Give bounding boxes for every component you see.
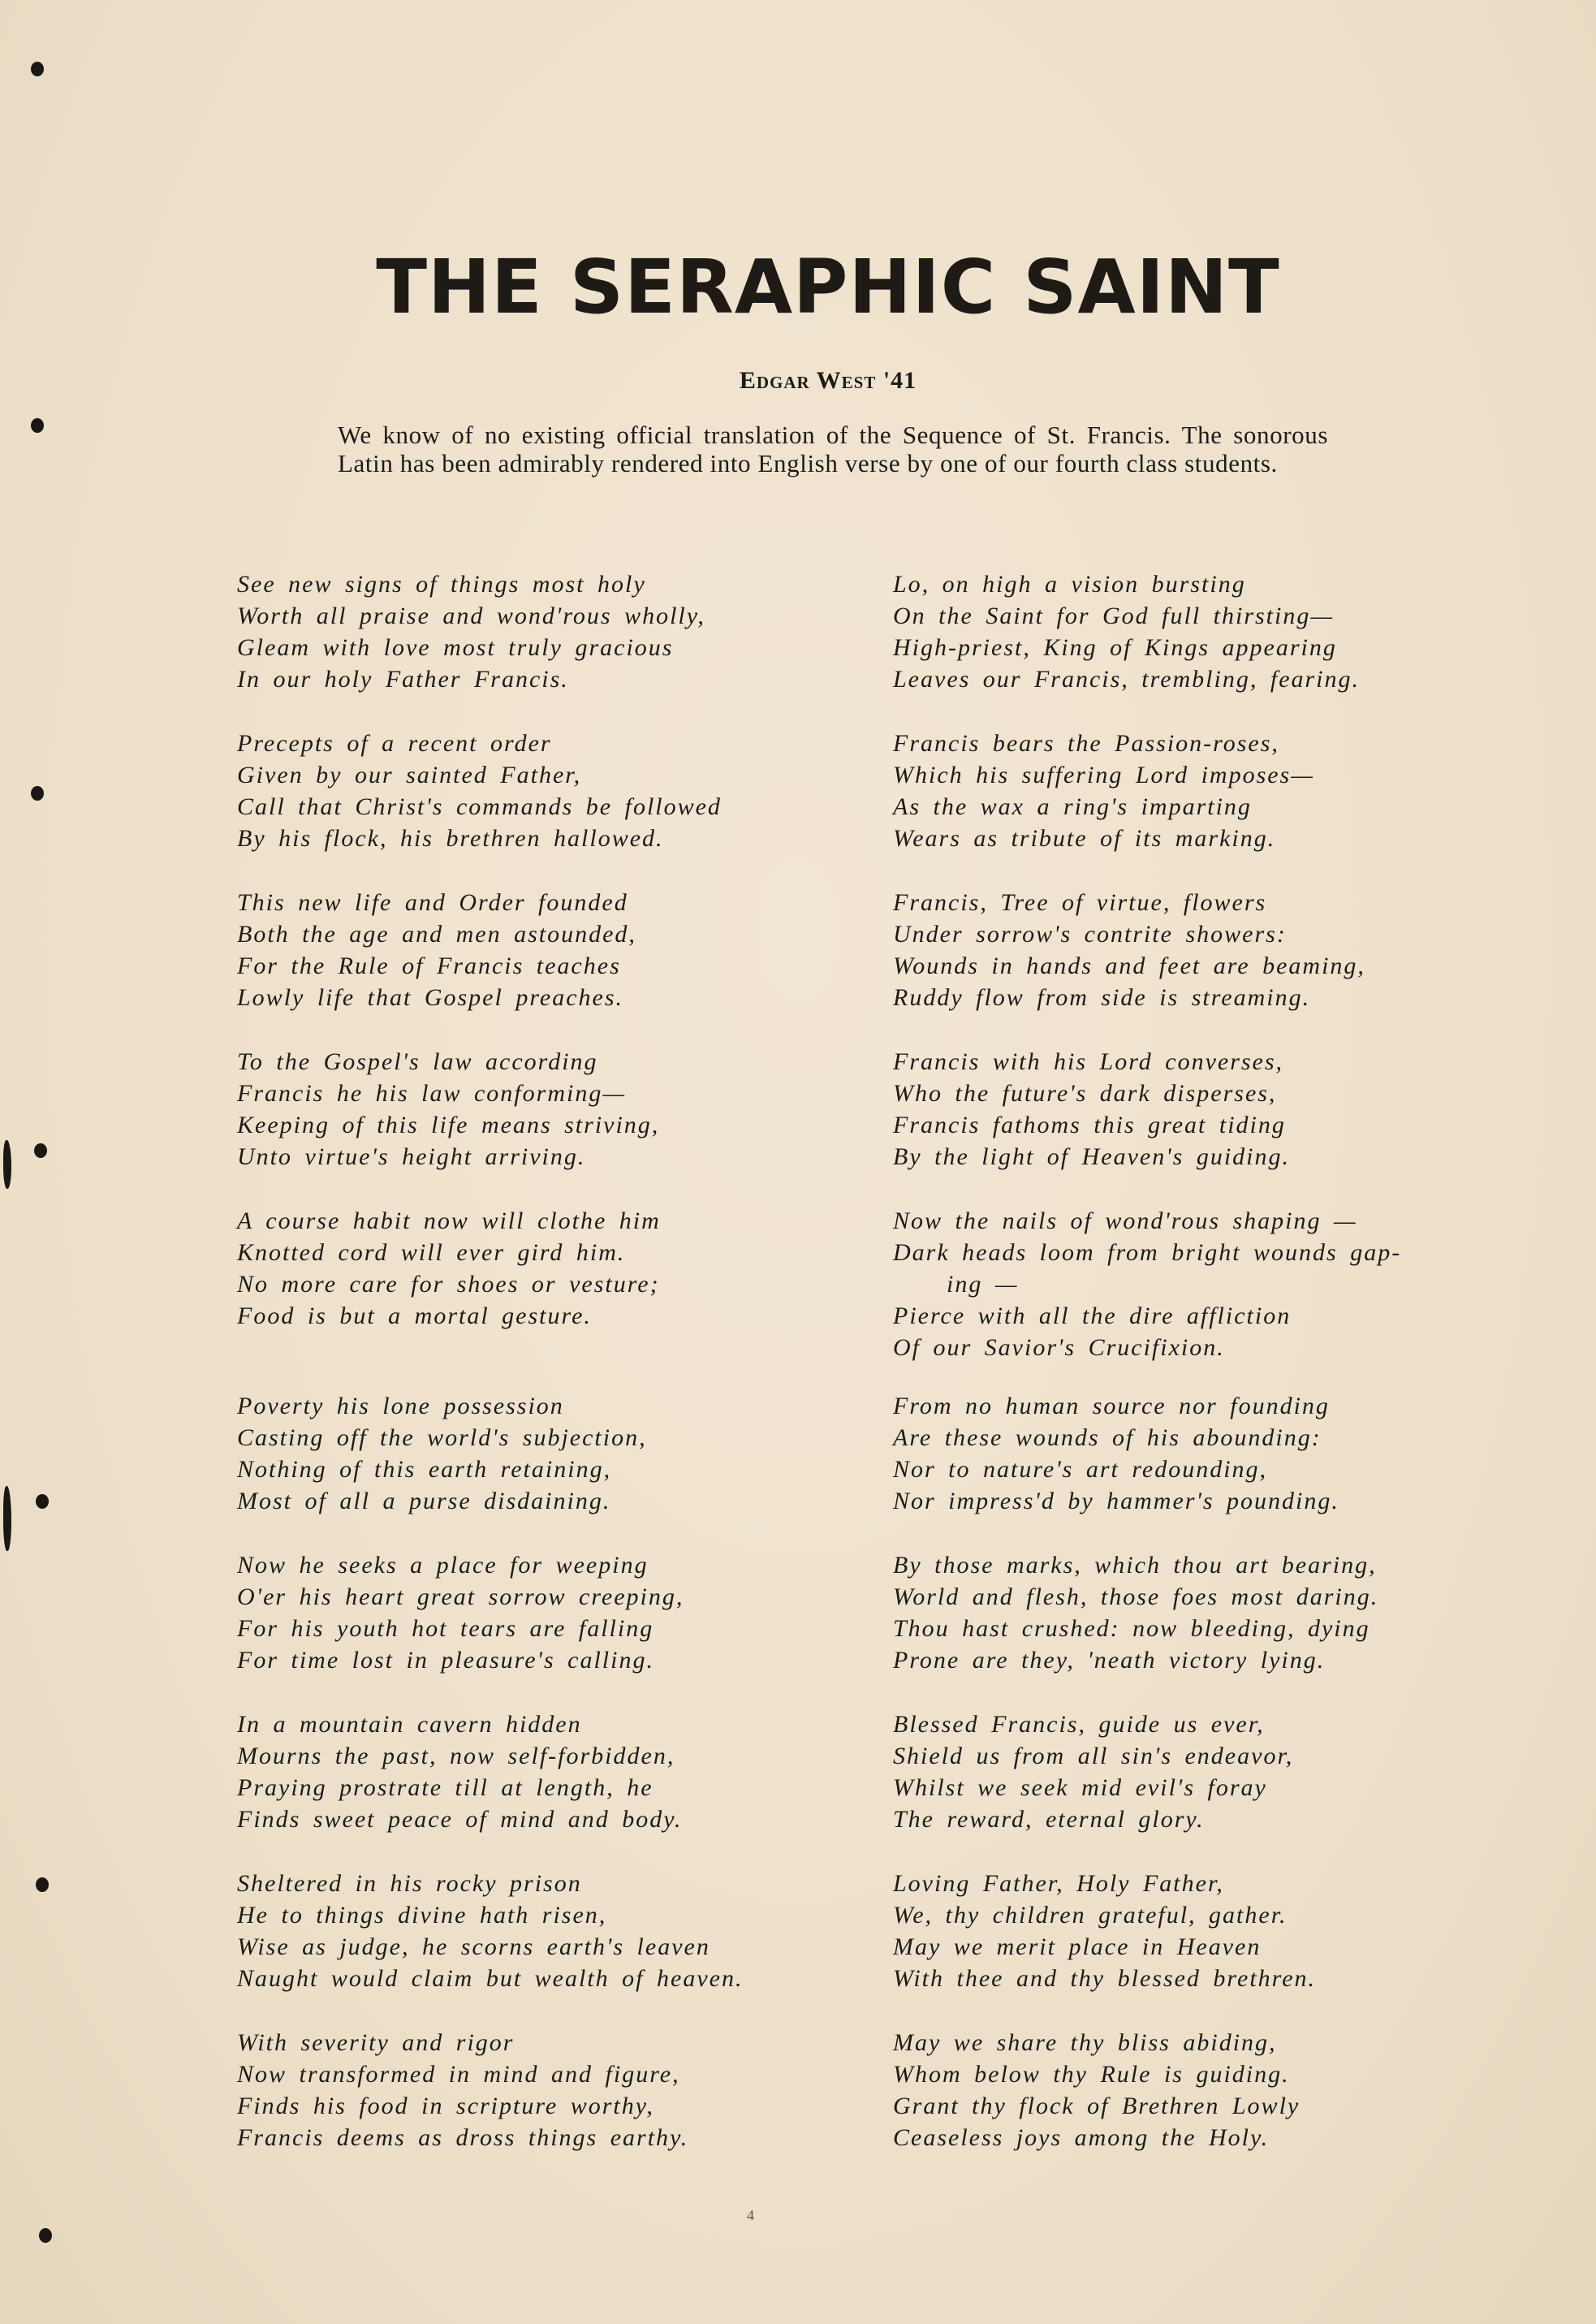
verse-line: Ceaseless joys among the Holy. [893, 2124, 1270, 2151]
verse-line: Given by our sainted Father, [237, 762, 582, 788]
verse-line: Nor impress'd by hammer's pounding. [893, 1488, 1339, 1514]
stanza [893, 1046, 1461, 1173]
verse-line: Both the age and men astounded, [237, 921, 636, 948]
binding-hole [31, 786, 44, 801]
stanza [893, 2027, 1461, 2153]
verse-line: Francis deems as dross things earthy. [237, 2124, 689, 2151]
verse-line: Now he seeks a place for weeping [237, 1552, 649, 1579]
verse-line: Under sorrow's contrite showers: [893, 921, 1287, 948]
stanza [237, 1390, 854, 1517]
verse-line: ing — [947, 1271, 1019, 1298]
verse-line: Shield us from all sin's endeavor, [893, 1743, 1294, 1769]
binding-tear [3, 1486, 11, 1551]
verse-line: Most of all a purse disdaining. [237, 1488, 611, 1514]
verse-line: Leaves our Francis, trembling, fearing. [893, 666, 1361, 693]
page-number: 4 [747, 2207, 754, 2223]
stanza [237, 1046, 854, 1173]
verse-line: Now transformed in mind and figure, [237, 2061, 680, 2088]
binding-hole [36, 1494, 49, 1509]
verse-line: Knotted cord will ever gird him. [237, 1239, 626, 1266]
verse-line: Nothing of this earth retaining, [237, 1456, 612, 1483]
verse-line: See new signs of things most holy [237, 571, 646, 598]
verse-line: Praying prostrate till at length, he [237, 1774, 653, 1801]
verse-line: Whilst we seek mid evil's foray [893, 1774, 1267, 1801]
verse-line: No more care for shoes or vesture; [237, 1271, 660, 1298]
binding-hole [31, 418, 44, 433]
verse-line: Sheltered in his rocky prison [237, 1870, 582, 1897]
stanza [893, 1390, 1461, 1517]
stanza [893, 1549, 1461, 1676]
verse-line: As the wax a ring's imparting [893, 793, 1252, 820]
verse-line: May we share thy bliss abiding, [893, 2029, 1277, 2056]
verse-line: From no human source nor founding [893, 1393, 1330, 1419]
stanza [237, 568, 854, 695]
stanza [237, 1549, 854, 1676]
author-byline: Edgar West '41 [739, 367, 917, 394]
verse-line: Ruddy flow from side is streaming. [893, 984, 1311, 1011]
verse-line: Gleam with love most truly gracious [237, 634, 674, 661]
stanza [893, 887, 1461, 1013]
verse-line: Francis, Tree of virtue, flowers [893, 889, 1267, 916]
verse-line: On the Saint for God full thirsting— [893, 603, 1335, 629]
verse-line: For the Rule of Francis teaches [237, 952, 621, 979]
verse-line: Unto virtue's height arriving. [237, 1143, 586, 1170]
verse-line: Which his suffering Lord imposes— [893, 762, 1314, 788]
intro-note: We know of no existing official translation of the Sequence of St. Francis. The sonorous Latin has been admirably rendered into English verse by one of our fourth class students. [338, 421, 1328, 477]
verse-line: A course habit now will clothe him [237, 1207, 661, 1234]
verse-line: Finds his food in scripture worthy, [237, 2093, 654, 2119]
stanza [237, 728, 854, 854]
verse-line: Naught would claim but wealth of heaven. [237, 1965, 744, 1992]
verse-line: Francis he his law conforming— [237, 1080, 626, 1107]
stanza [893, 1205, 1461, 1363]
verse-line: Loving Father, Holy Father, [893, 1870, 1224, 1897]
verse-line: Grant thy flock of Brethren Lowly [893, 2093, 1301, 2119]
verse-line: Lo, on high a vision bursting [893, 571, 1246, 598]
verse-line: Poverty his lone possession [237, 1393, 564, 1419]
verse-line: In a mountain cavern hidden [237, 1711, 582, 1738]
verse-line: Whom below thy Rule is guiding. [893, 2061, 1290, 2088]
binding-hole [34, 1143, 47, 1158]
stanza [237, 1205, 854, 1332]
verse-line: We, thy children grateful, gather. [893, 1902, 1288, 1929]
verse-line: Finds sweet peace of mind and body. [237, 1806, 683, 1833]
verse-line: Wounds in hands and feet are beaming, [893, 952, 1365, 979]
verse-line: Are these wounds of his abounding: [893, 1424, 1322, 1451]
stanza [893, 1868, 1461, 1994]
verse-line: By those marks, which thou art bearing, [893, 1552, 1377, 1579]
verse-line: Call that Christ's commands be followed [237, 793, 722, 820]
verse-line: Worth all praise and wond'rous wholly, [237, 603, 705, 629]
verse-line: Francis bears the Passion-roses, [893, 730, 1279, 757]
stanza [893, 1708, 1461, 1835]
verse-line: World and flesh, those foes most daring. [893, 1583, 1379, 1610]
verse-line: He to things divine hath risen, [237, 1902, 607, 1929]
verse-line: Nor to nature's art redounding, [893, 1456, 1268, 1483]
verse-line: This new life and Order founded [237, 889, 628, 916]
verse-line: Now the nails of wond'rous shaping — [893, 1207, 1357, 1234]
verse-line: To the Gospel's law according [237, 1048, 598, 1075]
stanza [237, 2027, 854, 2153]
verse-line: Keeping of this life means striving, [237, 1112, 660, 1138]
page-title: THE SERAPHIC SAINT [376, 244, 1280, 330]
stanza [237, 1868, 854, 1994]
verse-line: Of our Savior's Crucifixion. [893, 1334, 1225, 1361]
verse-line: Thou hast crushed: now bleeding, dying [893, 1615, 1370, 1642]
verse-line: Francis with his Lord converses, [893, 1048, 1284, 1075]
verse-line: By his flock, his brethren hallowed. [237, 825, 664, 852]
stanza [237, 887, 854, 1013]
verse-line: May we merit place in Heaven [893, 1933, 1262, 1960]
verse-line: O'er his heart great sorrow creeping, [237, 1583, 684, 1610]
verse-line: In our holy Father Francis. [237, 666, 569, 693]
verse-line: By the light of Heaven's guiding. [893, 1143, 1291, 1170]
verse-line: Dark heads loom from bright wounds gap- [893, 1239, 1402, 1266]
verse-line: For time lost in pleasure's calling. [237, 1647, 654, 1674]
stanza [893, 568, 1461, 695]
verse-line: With severity and rigor [237, 2029, 515, 2056]
binding-hole [36, 1877, 49, 1892]
verse-line: Who the future's dark disperses, [893, 1080, 1277, 1107]
binding-tear [3, 1140, 11, 1189]
verse-line: The reward, eternal glory. [893, 1806, 1205, 1833]
verse-line: High-priest, King of Kings appearing [893, 634, 1337, 661]
verse-line: Wise as judge, he scorns earth's leaven [237, 1933, 710, 1960]
verse-line: Wears as tribute of its marking. [893, 825, 1276, 852]
binding-hole [39, 2228, 52, 2243]
verse-line: For his youth hot tears are falling [237, 1615, 654, 1642]
verse-line: Casting off the world's subjection, [237, 1424, 647, 1451]
verse-line: Precepts of a recent order [237, 730, 552, 757]
verse-line: With thee and thy blessed brethren. [893, 1965, 1317, 1992]
stanza [893, 728, 1461, 854]
verse-line: Mourns the past, now self-forbidden, [237, 1743, 675, 1769]
verse-line: Food is but a mortal gesture. [237, 1302, 592, 1329]
verse-line: Prone are they, 'neath victory lying. [893, 1647, 1326, 1674]
binding-hole [31, 62, 44, 76]
stanza [237, 1708, 854, 1835]
verse-line: Lowly life that Gospel preaches. [237, 984, 624, 1011]
verse-line: Francis fathoms this great tiding [893, 1112, 1286, 1138]
verse-line: Blessed Francis, guide us ever, [893, 1711, 1265, 1738]
verse-line: Pierce with all the dire affliction [893, 1302, 1292, 1329]
